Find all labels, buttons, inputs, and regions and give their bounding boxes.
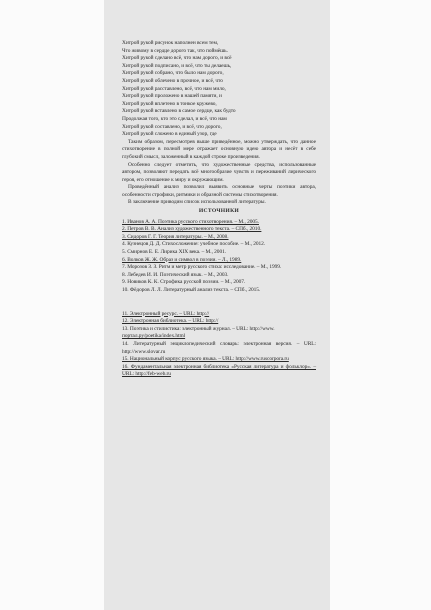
verse-line: Хитрой рукой рисунок наполнен всем тем,	[122, 40, 219, 46]
reference-item: 9. Новиков К. К. Строфика русской поэзии. – М., 2007.	[122, 279, 246, 286]
reference-item: 7. Морозов З. З. Ритм и метр русского стиха: исследование. – М., 1999.	[122, 264, 282, 271]
body-paragraph: Особенно следует отметить, что художественные средства, использованные автором, позволяют передать всё многообразие чувств и переживаний лирического героя, его отношение к миру и окружающим.	[122, 161, 316, 183]
electronic-reference-item[interactable]: 15. Национальный корпус русского языка. – URL: http://www.ruscorpora.ru	[122, 356, 289, 363]
verse-line: Хитрой рукой собрано, что было нам дорого,	[122, 70, 224, 77]
electronic-references-list	[122, 311, 316, 379]
verse-line: Хитрой рукой вставлено в самое сердце, как будто	[122, 108, 236, 115]
reference-item[interactable]: 2. Петров В. В. Анализ художественного текста. – СПб., 2010.	[122, 226, 262, 233]
reference-item: 5. Смирнов Е. Е. Лирика XIX века. – М., 2001.	[122, 249, 227, 256]
section-spacer	[122, 295, 316, 311]
verse-line: Хитрой рукой подписано, и всё, что ты делаешь,	[122, 62, 232, 69]
viewer-left-margin	[0, 0, 104, 610]
verse-line: Что живому в сердце дорого так, что поймёшь.	[122, 47, 228, 54]
document-page	[104, 0, 330, 610]
verse-line: Хитрой рукой расставлено, всё, что нам мило,	[122, 85, 226, 92]
reference-item[interactable]: 3. Сидоров Г. Г. Теория литературы. – М., 2008.	[122, 233, 229, 240]
electronic-reference-item[interactable]: 16. Фундаментальная электронная библиотека «Русская литература и фольклор». – URL: http://feb-web.ru	[122, 363, 316, 378]
verse-line: Хитрой рукой сложено в единый узор, где	[122, 131, 217, 138]
references-list	[122, 219, 316, 295]
viewer-right-margin	[330, 0, 431, 610]
electronic-reference-item: 13. Поэтика и стилистика: электронный журнал. – URL: http://www.	[122, 325, 275, 332]
reference-item: 10. Фёдоров Л. Л. Литературный анализ текста. – СПб., 2015.	[122, 287, 261, 293]
page-content	[122, 40, 316, 379]
verse-line: Продолжая того, кто это сделал, и всё, что нам	[122, 115, 227, 122]
body-paragraph: В заключение приводим список использованной литературы.	[128, 199, 266, 206]
body-paragraph: Проведённый анализ позволил выявить основные черты поэтики автора, особенности строфики, ритмики и образной системы стихотворения.	[122, 184, 316, 198]
reference-item[interactable]: 6. Волков Ж. Ж. Образ и символ в поэзии. – Л., 1989.	[122, 256, 242, 263]
body-paragraphs	[122, 139, 316, 207]
verse-line: Хитрой рукой сделано всё, что нам дорого, и всё	[122, 55, 232, 62]
electronic-reference-item[interactable]: 11. Электронный ресурс. – URL: http://	[122, 310, 210, 317]
verse-line: Хитрой рукой облечено в прочное, и всё, что	[122, 77, 223, 84]
reference-item: 4. Кузнецов Д. Д. Стихосложение: учебное пособие. – М., 2012.	[122, 241, 266, 248]
reference-item: 8. Лебедев И. И. Поэтический язык. – М., 2003.	[122, 271, 229, 278]
references-heading: ИСТОЧНИКИ	[198, 208, 240, 215]
verse-line: Хитрой рукой проложено в нашей памяти, и	[122, 93, 222, 100]
verse-block	[122, 40, 316, 139]
verse-line: Хитрой рукой составлено, и всё, что дорого,	[122, 123, 222, 130]
electronic-reference-item: 14. Литературный энциклопедический словарь: электронная версия. – URL: http://www.slovar.ru	[122, 340, 316, 355]
electronic-reference-link[interactable]: портал.ру/poetika/index.html	[122, 333, 186, 340]
body-paragraph: Таким образом, пересмотрев выше приведённое, можно утверждать, что данное стихотворение в полной мере отражает основную идею автора и несёт в себе глубокий смысл, заложенный в каждой строке произведения.	[122, 138, 316, 160]
verse-line: Хитрой рукой вплетено в тонкое кружево,	[122, 100, 217, 107]
reference-item[interactable]: 1. Иванов А. А. Поэтика русского стихотворения. – М., 2005.	[122, 218, 259, 225]
electronic-reference-item[interactable]: 12. Электронная библиотека. – URL: http://	[122, 318, 219, 325]
